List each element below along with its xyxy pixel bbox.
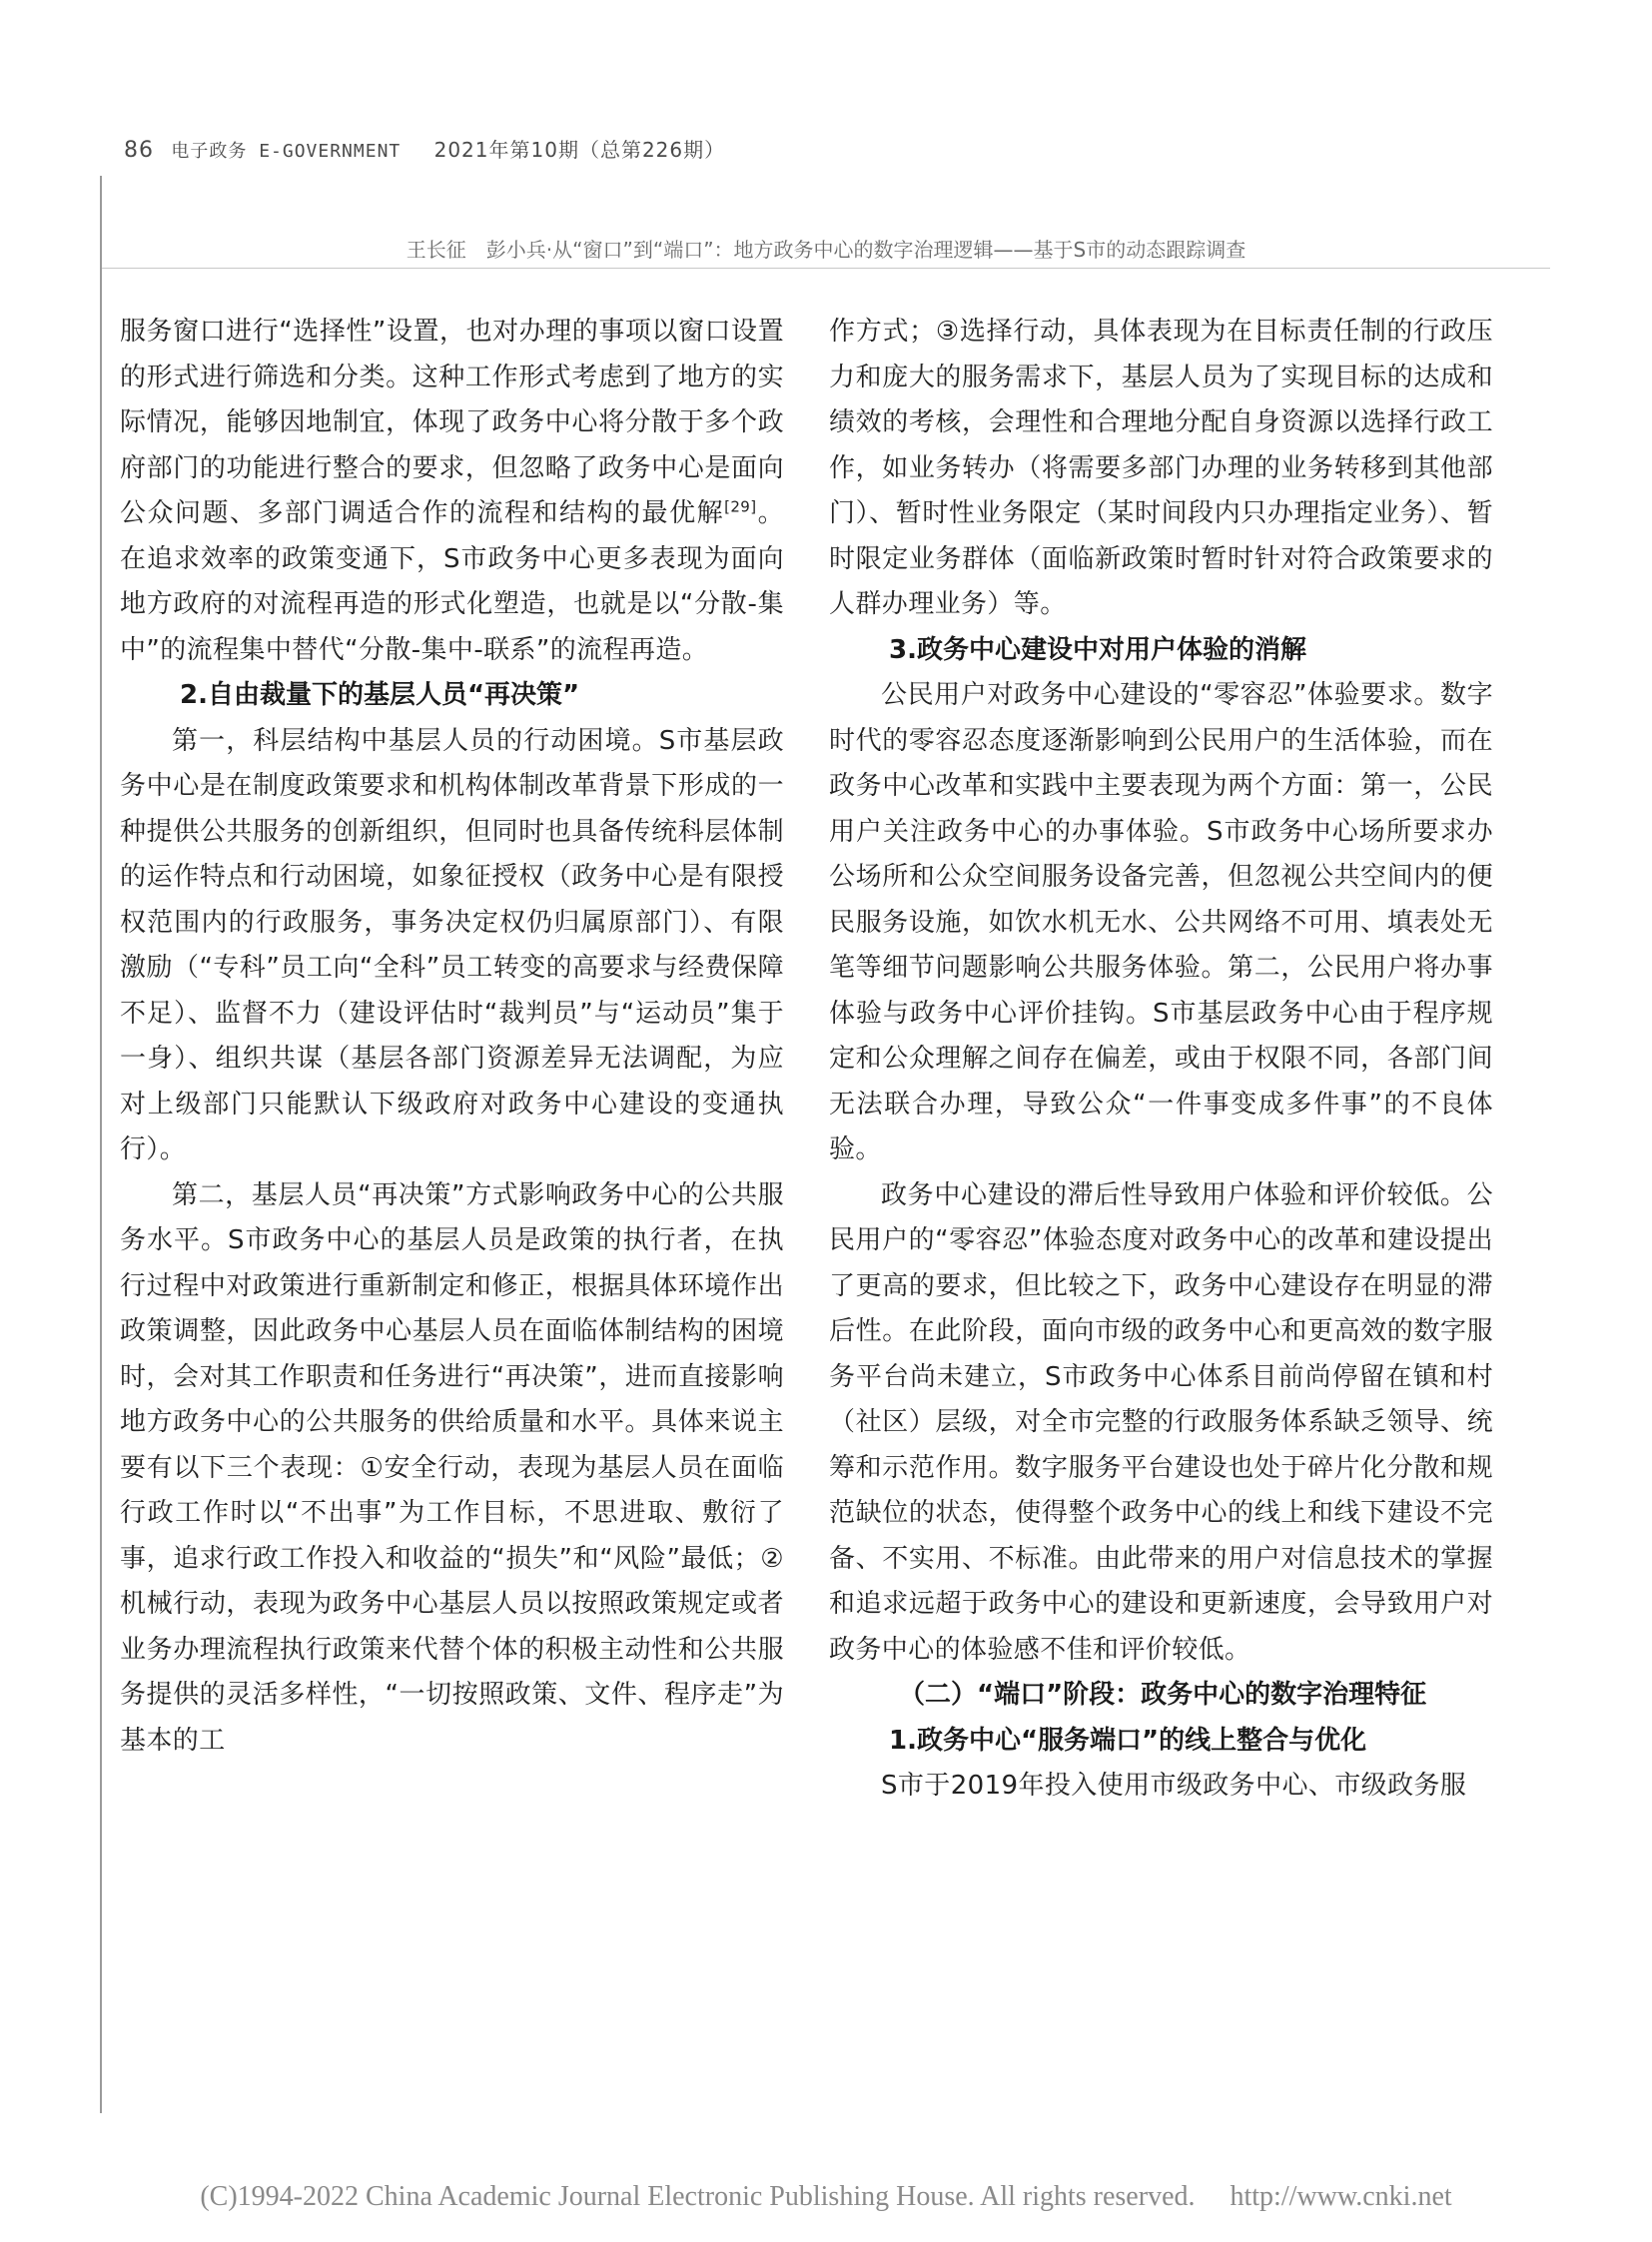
paragraph: 第一，科层结构中基层人员的行动困境。S市基层政务中心是在制度政策要求和机构体制改革背景下形成的一种提供公共服务的创新组织，但同时也具备传统科层体制的运作特点和行动困境，如象征授权（政务中心是有限授权范围内的行政服务，事务决定权仍归属原部门）、有限激励（“专科”员工向“全科”员工转变的高要求与经费保障不足）、监督不力（建设评估时“裁判员”与“运动员”集于一身）、组织共谋（基层各部门资源差异无法调配，为应对上级部门只能默认下级政府对政务中心建设的变通执行）。	[120, 725, 784, 1164]
paragraph: 政务中心建设的滞后性导致用户体验和评价较低。公民用户的“零容忍”体验态度对政务中心的改革和建设提出了更高的要求，但比较之下，政务中心建设存在明显的滞后性。在此阶段，面向市级的政务中心和更高效的数字服务平台尚未建立，S市政务中心体系目前尚停留在镇和村（社区）层级，对全市完整的行政服务体系缺乏领导、统筹和示范作用。数字服务平台建设也处于碎片化分散和规范缺位的状态，使得整个政务中心的线上和线下建设不完备、不实用、不标准。由此带来的用户对信息技术的掌握和追求远超于政务中心的建设和更新速度，会导致用户对政务中心的体验感不佳和评价较低。	[829, 1179, 1493, 1665]
paragraph: S市于2019年投入使用市级政务中心、市级政务服	[881, 1771, 1467, 1801]
paragraph	[120, 310, 784, 673]
paragraph: 公民用户对政务中心建设的“零容忍”体验要求。数字时代的零容忍态度逐渐影响到公民用户的生活体验，而在政务中心改革和实践中主要表现为两个方面：第一，公民用户关注政务中心的办事体验。S市政务中心场所要求办公场所和公众空间服务设备完善，但忽视公共空间内的便民服务设施，如饮水机无水、公共网络不可用、填表处无笔等细节问题影响公共服务体验。第二，公民用户将办事体验与政务中心评价挂钩。S市基层政务中心由于程序规定和公众理解之间存在偏差，或由于权限不同，各部门间无法联合办理，导致公众“一件事变成多件事”的不良体验。	[829, 680, 1493, 1164]
running-title: 王长征 彭小兵·从“窗口”到“端口”：地方政务中心的数字治理逻辑——基于S市的动态跟踪调查	[406, 238, 1246, 262]
subsection-heading: 1.政务中心“服务端口”的线上整合与优化	[889, 1725, 1367, 1756]
copyright-notice: (C)1994-2022 China Academic Journal Electronic Publishing House. All rights reserved.	[200, 2181, 1196, 2212]
citation-ref: [29]	[724, 497, 757, 516]
journal-name: 电子政务 E-GOVERNMENT	[171, 141, 402, 162]
page-number: 86	[124, 138, 154, 163]
footer-url: http://www.cnki.net	[1230, 2181, 1452, 2212]
paragraph: 作方式；③选择行动，具体表现为在目标责任制的行政压力和庞大的服务需求下，基层人员为了实现目标的达成和绩效的考核，会理性和合理地分配自身资源以选择行政工作，如业务转办（将需要多部门办理的业务转移到其他部门）、暂时性业务限定（某时间段内只办理指定业务）、暂时限定业务群体（面临新政策时暂时针对符合政策要求的人群办理业务）等。	[829, 317, 1493, 619]
section-heading: （二）“端口”阶段：政务中心的数字治理特征	[899, 1680, 1427, 1710]
page-footer	[0, 2181, 1652, 2213]
header-divider	[102, 268, 1550, 269]
issue-info: 2021年第10期（总第226期）	[433, 138, 726, 162]
paragraph: 第二，基层人员“再决策”方式影响政务中心的公共服务水平。S市政务中心的基层人员是政策的执行者，在执行过程中对政策进行重新制定和修正，根据具体环境作出政策调整，因此政务中心基层人员在面临体制结构的困境时，会对其工作职责和任务进行“再决策”，进而直接影响地方政务中心的公共服务的供给质量和水平。具体来说主要有以下三个表现：①安全行动，表现为基层人员在面临行政工作时以“不出事”为工作目标，不思进取、敷衍了事，追求行政工作投入和收益的“损失”和“风险”最低；②机械行动，表现为政务中心基层人员以按照政策规定或者业务办理流程执行政策来代替个体的积极主动性和公共服务提供的灵活多样性，“一切按照政策、文件、程序走”为基本的工	[120, 1179, 784, 1756]
page-header	[124, 134, 725, 163]
vertical-rule	[100, 176, 102, 2113]
subsection-heading: 2.自由裁量下的基层人员“再决策”	[180, 680, 580, 710]
paragraph-text: 。在追求效率的政策变通下，S市政务中心更多表现为面向地方政府的对流程再造的形式化塑造，也就是以“分散-集中”的流程集中替代“分散-集中-联系”的流程再造。	[120, 498, 784, 665]
right-column	[829, 310, 1493, 1810]
paragraph-text: 服务窗口进行“选择性”设置，也对办理的事项以窗口设置的形式进行筛选和分类。这种工作形式考虑到了地方的实际情况，能够因地制宜，体现了政务中心将分散于多个政府部门的功能进行整合的要求，但忽略了政务中心是面向公众问题、多部门调适合作的流程和结构的最优解	[120, 317, 784, 528]
left-column	[120, 310, 784, 1764]
subsection-heading: 3.政务中心建设中对用户体验的消解	[889, 634, 1306, 665]
